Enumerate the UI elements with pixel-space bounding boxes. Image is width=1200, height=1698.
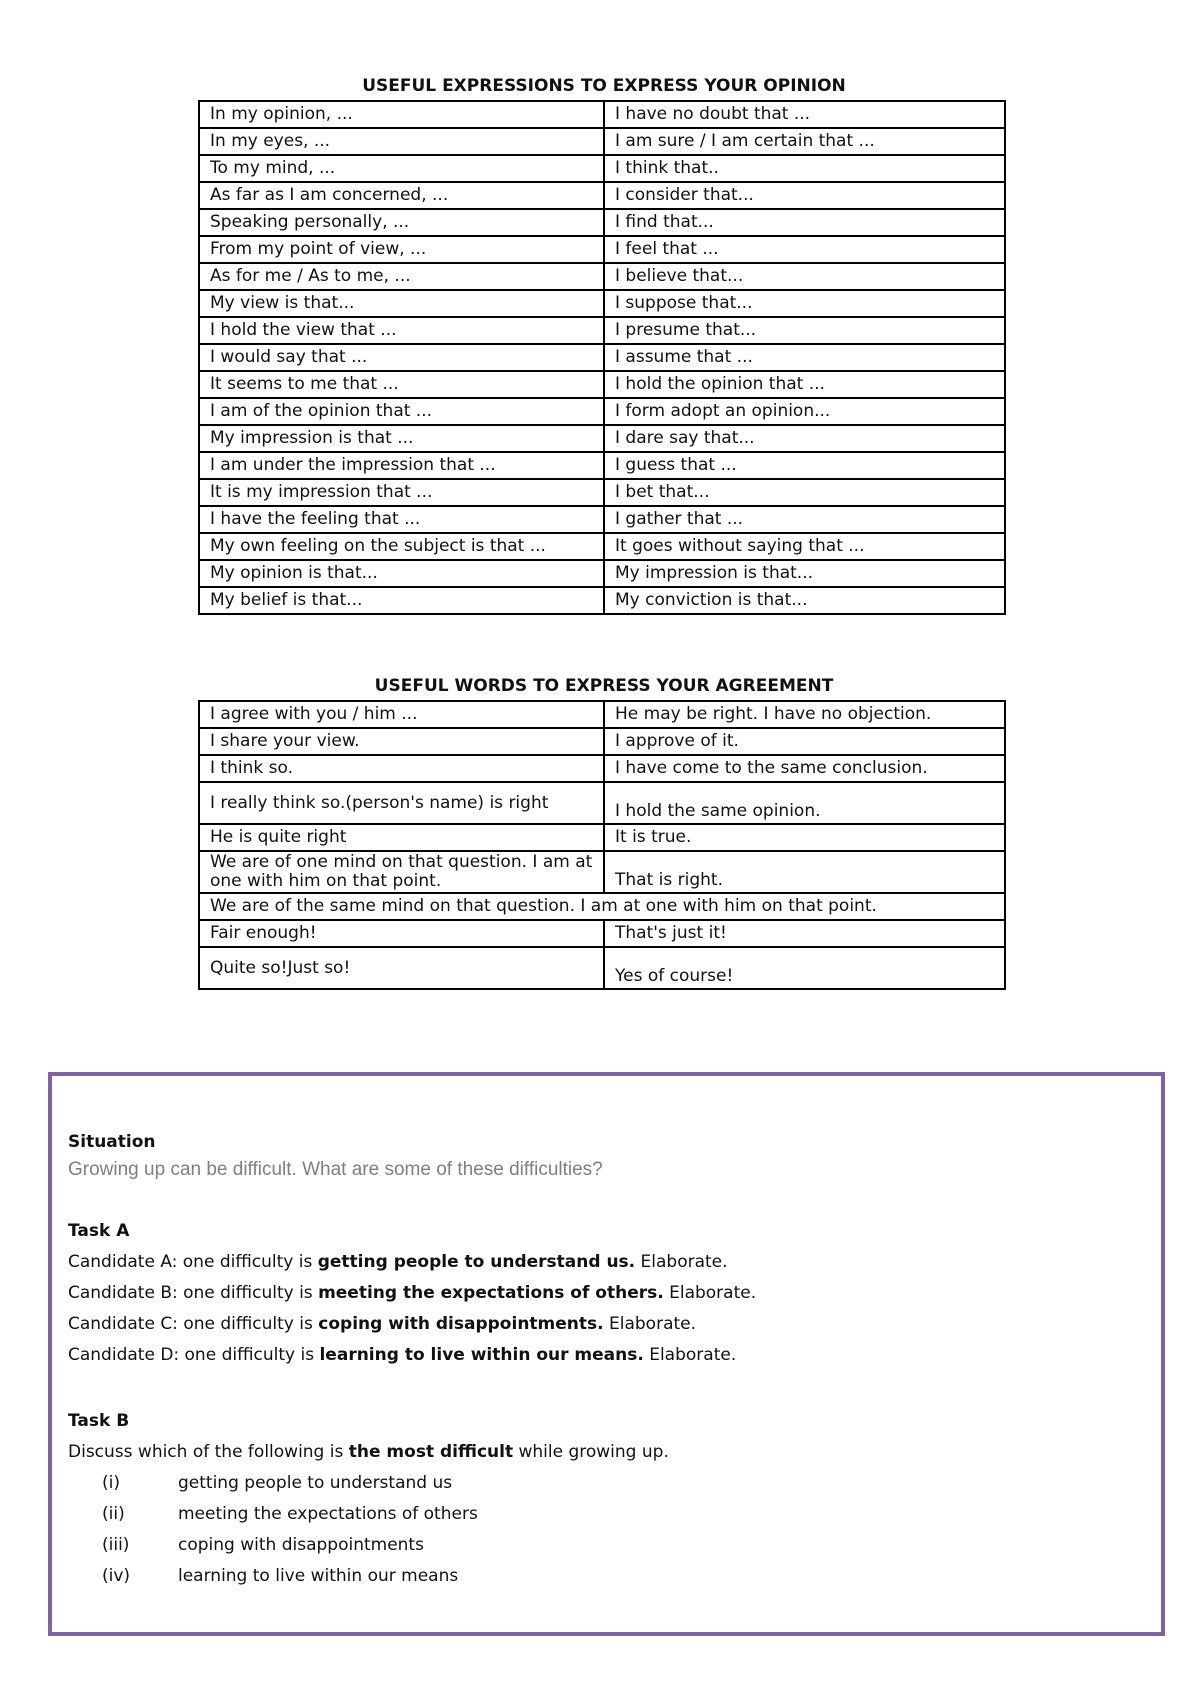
table-cell: My impression is that... [604,560,1005,587]
table-row [199,479,1005,506]
situation-prompt: Growing up can be difficult. What are some of these difficulties? [68,1159,603,1180]
table-cell: I am sure / I am certain that ... [604,128,1005,155]
table-cell: I assume that ... [604,344,1005,371]
table-cell: I hold the view that ... [199,317,604,344]
table-cell: I presume that... [604,317,1005,344]
table-row [199,263,1005,290]
option-text: coping with disappointments [178,1535,424,1555]
candidate-suffix: Elaborate. [635,1252,728,1272]
table-cell: It is my impression that ... [199,479,604,506]
task-b-heading: Task B [68,1411,130,1431]
table-cell: In my eyes, ... [199,128,604,155]
table-cell: I suppose that... [604,290,1005,317]
candidate-prefix: Candidate B: one difficulty is [68,1283,319,1303]
table-row [199,371,1005,398]
table-row [199,824,1005,851]
table-cell: My belief is that... [199,587,604,614]
option-number: (iv) [102,1566,131,1586]
table-row [199,155,1005,182]
situation-heading: Situation [68,1132,156,1152]
agreement-words-table [198,700,1006,990]
table-row [199,947,1005,989]
table-row [199,182,1005,209]
table-cell: I guess that ... [604,452,1005,479]
table-row [199,398,1005,425]
candidate-prefix: Candidate D: one difficulty is [68,1345,320,1365]
table-cell: I gather that ... [604,506,1005,533]
table-cell: I think so. [199,755,604,782]
candidate-prefix: Candidate A: one difficulty is [68,1252,318,1272]
table-cell: I believe that... [604,263,1005,290]
table-row [199,755,1005,782]
table-row [199,236,1005,263]
table-cell: My view is that... [199,290,604,317]
table-cell: It seems to me that ... [199,371,604,398]
table-row [199,920,1005,947]
option-number: (ii) [102,1504,125,1524]
table-row [199,128,1005,155]
table-cell: That's just it! [604,920,1005,947]
table-row [199,344,1005,371]
opinion-table-title: USEFUL EXPRESSIONS TO EXPRESS YOUR OPINION [362,76,846,96]
table-cell: I hold the same opinion. [604,782,1005,824]
table-cell: My conviction is that... [604,587,1005,614]
table-cell: He is quite right [199,824,604,851]
table-cell: My opinion is that... [199,560,604,587]
table-cell: We are of one mind on that question. I am at one with him on that point. [199,851,604,893]
candidate-bold: coping with disappointments. [318,1314,604,1334]
table-cell: I am of the opinion that ... [199,398,604,425]
option-text: meeting the expectations of others [178,1504,478,1524]
table-row [199,782,1005,824]
table-cell: Quite so!Just so! [199,947,604,989]
table-row [199,425,1005,452]
candidate-line [68,1345,736,1365]
candidate-suffix: Elaborate. [603,1314,697,1334]
table-cell: I feel that ... [604,236,1005,263]
table-row [199,560,1005,587]
table-row [199,101,1005,128]
table-cell: I consider that... [604,182,1005,209]
table-cell: I really think so.(person's name) is right [199,782,604,824]
table-row [199,506,1005,533]
table-cell: Speaking personally, ... [199,209,604,236]
option-number: (i) [102,1473,120,1493]
candidate-bold: meeting the expectations of others. [318,1283,664,1303]
candidate-prefix: Candidate C: one difficulty is [68,1314,319,1334]
table-cell: He may be right. I have no objection. [604,701,1005,728]
table-cell: I agree with you / him ... [199,701,604,728]
table-cell: I have the feeling that ... [199,506,604,533]
candidate-bold: getting people to understand us. [317,1252,636,1272]
table-cell: My impression is that ... [199,425,604,452]
task-b-intro [68,1442,669,1462]
table-cell: I bet that... [604,479,1005,506]
task-a-heading: Task A [68,1221,130,1241]
table-row [199,533,1005,560]
task-b-intro-bold: the most difficult [348,1442,514,1462]
table-cell: I have no doubt that ... [604,101,1005,128]
candidate-line [68,1314,696,1334]
task-b-intro-prefix: Discuss which of the following is [68,1442,349,1462]
table-cell: I dare say that... [604,425,1005,452]
table-cell: I find that... [604,209,1005,236]
table-cell: From my point of view, ... [199,236,604,263]
table-cell: We are of the same mind on that question. I am at one with him on that point. [199,893,1005,920]
table-row [199,209,1005,236]
table-row [199,701,1005,728]
table-cell: To my mind, ... [199,155,604,182]
table-row [199,893,1005,920]
table-row [199,728,1005,755]
table-cell: As for me / As to me, ... [199,263,604,290]
option-text: getting people to understand us [178,1473,453,1493]
table-cell: I have come to the same conclusion. [604,755,1005,782]
candidate-suffix: Elaborate. [643,1345,737,1365]
task-b-intro-suffix: while growing up. [513,1442,669,1462]
table-cell: It is true. [604,824,1005,851]
agreement-table-title: USEFUL WORDS TO EXPRESS YOUR AGREEMENT [374,676,834,696]
table-row [199,587,1005,614]
candidate-line [68,1283,756,1303]
situation-box [48,1072,1165,1636]
table-row [199,452,1005,479]
table-cell: I think that.. [604,155,1005,182]
table-cell: I would say that ... [199,344,604,371]
table-cell: It goes without saying that ... [604,533,1005,560]
candidate-bold: learning to live within our means. [319,1345,644,1365]
candidate-line [68,1252,728,1272]
candidate-suffix: Elaborate. [663,1283,757,1303]
opinion-expressions-table [198,100,1006,615]
table-row [199,851,1005,893]
table-cell: My own feeling on the subject is that ... [199,533,604,560]
table-cell: Yes of course! [604,947,1005,989]
table-cell: I approve of it. [604,728,1005,755]
option-text: learning to live within our means [178,1566,459,1586]
table-cell: I hold the opinion that ... [604,371,1005,398]
table-cell: I form adopt an opinion... [604,398,1005,425]
table-cell: Fair enough! [199,920,604,947]
option-number: (iii) [102,1535,130,1555]
table-row [199,290,1005,317]
table-cell: That is right. [604,851,1005,893]
table-row [199,317,1005,344]
table-cell: I share your view. [199,728,604,755]
table-cell: I am under the impression that ... [199,452,604,479]
table-cell: In my opinion, ... [199,101,604,128]
table-cell: As far as I am concerned, ... [199,182,604,209]
